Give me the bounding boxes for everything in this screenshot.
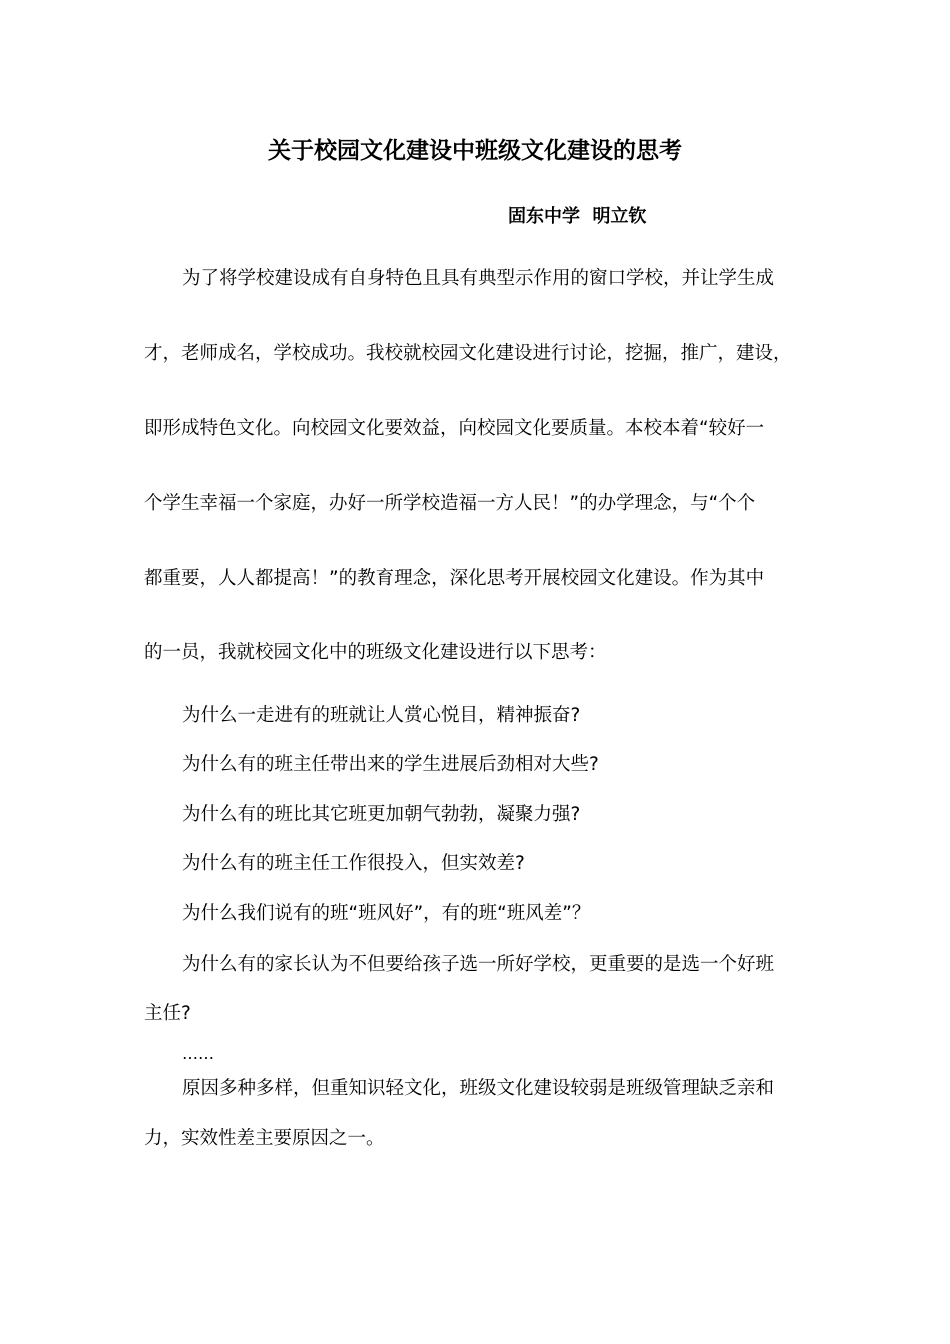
paragraph-line: 即形成特色文化。向校园文化要效益，向校园文化要质量。本校本着“较好一 xyxy=(144,418,765,439)
question-line: 为什么有的班主任工作很投入，但实效差? xyxy=(182,853,525,874)
paragraph-line: 的一员，我就校园文化中的班级文化建设进行以下思考： xyxy=(144,642,607,663)
paragraph-line: 力，实效性差主要原因之一。 xyxy=(144,1128,385,1149)
question-line: 为什么我们说有的班“班风好”，有的班“班风差”？ xyxy=(182,903,591,924)
question-line: 主任? xyxy=(144,1003,191,1024)
paragraph-line: 个学生幸福一个家庭，办好一所学校造福一方人民！”的办学理念，与“个个 xyxy=(144,493,756,514)
paragraph-line: 都重要，人人都提高！”的教育理念，深化思考开展校园文化建设。作为其中 xyxy=(144,568,765,589)
document-title: 关于校园文化建设中班级文化建设的思考 xyxy=(268,138,682,164)
question-line: 为什么有的班主任带出来的学生进展后劲相对大些? xyxy=(182,754,599,775)
question-line: 为什么有的班比其它班更加朝气勃勃，凝聚力强? xyxy=(182,804,581,825)
paragraph-line: 为了将学校建设成有自身特色且具有典型示作用的窗口学校，并让学生成 xyxy=(182,268,775,289)
author-line: 固东中学 明立钦 xyxy=(508,206,647,227)
paragraph-line: 才，老师成名，学校成功。我校就校园文化建设进行讨论，挖掘，推广，建设， xyxy=(144,343,792,364)
question-line: 为什么一走进有的班就让人赏心悦目，精神振奋? xyxy=(182,705,581,726)
question-line: 为什么有的家长认为不但要给孩子选一所好学校，更重要的是选一个好班 xyxy=(182,954,775,975)
paragraph-line: 原因多种多样，但重知识轻文化，班级文化建设较弱是班级管理缺乏亲和 xyxy=(182,1078,775,1099)
ellipsis-line: …… xyxy=(182,1044,214,1063)
